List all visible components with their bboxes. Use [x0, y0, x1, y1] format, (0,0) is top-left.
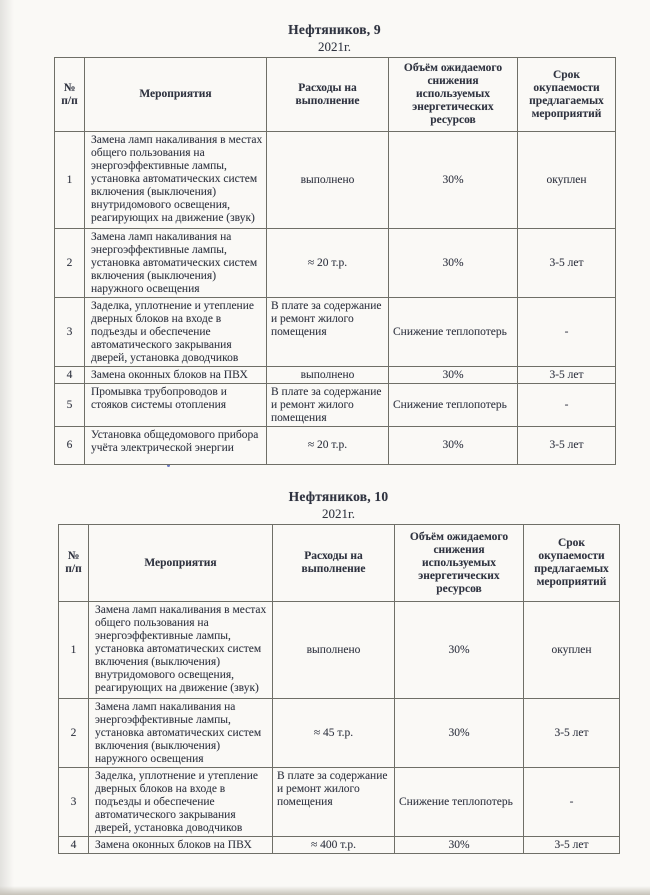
header-row: [59, 525, 620, 602]
building-title: Нефтяников, 10: [288, 489, 389, 504]
table-row: [59, 699, 620, 768]
table-row: [55, 132, 616, 229]
measure-cell: Замена ламп накаливания в местах общего пользования на энергоэффективные лампы, установка автоматических систем включения (выключения) внутридомового освещения, реагирующих на движение (звук): [89, 602, 273, 699]
reduction-cell: 30%: [395, 837, 524, 854]
column-header: Срок окупаемости предлагаемых мероприятий: [518, 58, 616, 132]
measures-table: [58, 524, 620, 854]
column-header: Расходы на выполнение: [273, 525, 395, 602]
reduction-cell: Снижение теплопотерь: [389, 298, 518, 367]
table-row: [55, 427, 616, 465]
column-header: Срок окупаемости предлагаемых мероприятий: [524, 525, 620, 602]
table-row: [59, 768, 620, 837]
column-header: Объём ожидаемого снижения используемых энергетических ресурсов: [395, 525, 524, 602]
table-row: [59, 602, 620, 699]
reduction-cell: 30%: [389, 427, 518, 465]
table-block-neftyanikov-10: [58, 489, 619, 854]
table-body: [55, 132, 616, 465]
row-number: 3: [59, 768, 89, 837]
payback-cell: 3-5 лет: [518, 427, 616, 465]
measure-cell: Замена ламп накаливания в местах общего пользования на энергоэффективные лампы, установка автоматических систем включения (выключения) внутридомового освещения, реагирующих на движение (звук): [85, 132, 267, 229]
measure-cell: Заделка, уплотнение и утепление дверных блоков на входе в подъезды и обеспечение автоматического закрывания дверей, установка доводчиков: [89, 768, 273, 837]
payback-cell: окуплен: [524, 602, 620, 699]
row-number: 5: [55, 384, 85, 427]
cost-cell: выполнено: [267, 132, 389, 229]
table-body: [59, 602, 620, 854]
payback-cell: -: [518, 384, 616, 427]
measures-table: [54, 57, 616, 465]
row-number: 2: [59, 699, 89, 768]
cost-cell: ≈ 400 т.р.: [273, 837, 395, 854]
header-row: [55, 58, 616, 132]
cost-cell: В плате за содержание и ремонт жилого помещения: [267, 298, 389, 367]
row-number: 4: [59, 837, 89, 854]
column-header: Мероприятия: [85, 58, 267, 132]
reduction-cell: 30%: [395, 602, 524, 699]
building-title: Нефтяников, 9: [288, 22, 381, 37]
row-number: 1: [59, 602, 89, 699]
column-header: Мероприятия: [89, 525, 273, 602]
column-header: Объём ожидаемого снижения используемых энергетических ресурсов: [389, 58, 518, 132]
payback-cell: -: [518, 298, 616, 367]
payback-cell: -: [524, 768, 620, 837]
cost-cell: В плате за содержание и ремонт жилого помещения: [267, 384, 389, 427]
row-number: 4: [55, 367, 85, 384]
reduction-cell: Снижение теплопотерь: [395, 768, 524, 837]
measure-cell: Замена оконных блоков на ПВХ: [89, 837, 273, 854]
cost-cell: выполнено: [273, 602, 395, 699]
table-row: [55, 298, 616, 367]
cost-cell: ≈ 20 т.р.: [267, 229, 389, 298]
cost-cell: В плате за содержание и ремонт жилого помещения: [273, 768, 395, 837]
scan-left-shadow: [0, 0, 14, 895]
measure-cell: Замена оконных блоков на ПВХ: [85, 367, 267, 384]
payback-cell: 3-5 лет: [524, 837, 620, 854]
column-header: № п/п: [59, 525, 89, 602]
payback-cell: 3-5 лет: [524, 699, 620, 768]
table-row: [55, 229, 616, 298]
reduction-cell: Снижение теплопотерь: [389, 384, 518, 427]
measure-cell: Замена ламп накаливания на энергоэффективные лампы, установка автоматических систем включения (выключения) наружного освещения: [85, 229, 267, 298]
table-row: [55, 384, 616, 427]
table-block-neftyanikov-9: [54, 22, 615, 465]
table-row: [59, 837, 620, 854]
year-label: 2021г.: [321, 506, 356, 521]
measure-cell: Промывка трубопроводов и стояков системы отопления: [85, 384, 267, 427]
row-number: 6: [55, 427, 85, 465]
table-row: [55, 367, 616, 384]
cost-cell: выполнено: [267, 367, 389, 384]
column-header: Расходы на выполнение: [267, 58, 389, 132]
measure-cell: Установка общедомового прибора учёта электрической энергии: [85, 427, 267, 465]
cost-cell: ≈ 45 т.р.: [273, 699, 395, 768]
payback-cell: 3-5 лет: [518, 367, 616, 384]
row-number: 2: [55, 229, 85, 298]
reduction-cell: 30%: [389, 132, 518, 229]
scan-bottom-shadow: [0, 886, 650, 895]
reduction-cell: 30%: [395, 699, 524, 768]
payback-cell: окуплен: [518, 132, 616, 229]
measure-cell: Замена ламп накаливания на энергоэффективные лампы, установка автоматических систем включения (выключения) наружного освещения: [89, 699, 273, 768]
reduction-cell: 30%: [389, 367, 518, 384]
reduction-cell: 30%: [389, 229, 518, 298]
measure-cell: Заделка, уплотнение и утепление дверных блоков на входе в подъезды и обеспечение автоматического закрывания дверей, установка доводчиков: [85, 298, 267, 367]
row-number: 1: [55, 132, 85, 229]
row-number: 3: [55, 298, 85, 367]
year-label: 2021г.: [317, 39, 352, 54]
column-header: № п/п: [55, 58, 85, 132]
payback-cell: 3-5 лет: [518, 229, 616, 298]
cost-cell: ≈ 20 т.р.: [267, 427, 389, 465]
